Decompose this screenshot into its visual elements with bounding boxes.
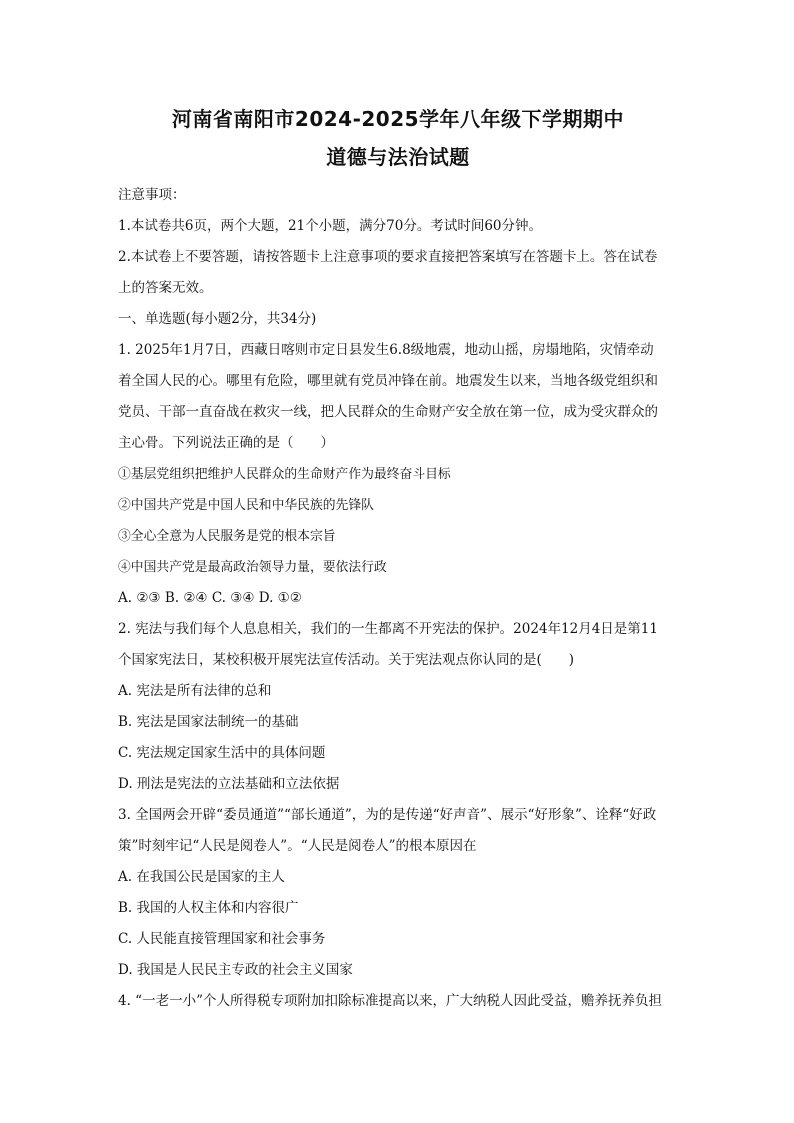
question-2-option-d: D. 刑法是宪法的立法基础和立法依据 <box>118 776 340 792</box>
statement-3: ③全心全意为人民服务是党的根本宗旨 <box>118 529 336 544</box>
section-heading: 一、单选题(每小题2分，共34分) <box>118 311 317 327</box>
question-4-line-1: 4. “一老一小”个人所得税专项附加扣除标准提高以来，广大纳税人因此受益，赡养抚养负担 <box>118 993 662 1009</box>
question-1-options: A. ②③ B. ②④ C. ③④ D. ①② <box>118 590 302 606</box>
question-3-option-a: A. 在我国公民是国家的主人 <box>118 869 285 885</box>
question-1 <box>118 335 678 614</box>
question-2 <box>118 614 678 800</box>
question-3-option-c: C. 人民能直接管理国家和社会事务 <box>118 931 326 947</box>
notes-heading: 注意事项： <box>118 187 186 203</box>
question-3-option-b: B. 我国的人权主体和内容很广 <box>118 900 299 916</box>
question-1-line-2: 着全国人民的心。哪里有危险，哪里就有党员冲锋在前。地震发生以来，当地各级党组织和 <box>118 373 658 389</box>
statement-4: ④中国共产党是最高政治领导力量，要依法行政 <box>118 560 387 575</box>
question-1-line-1: 1. 2025年1月7日，西藏日喀则市定日县发生6.8级地震，地动山摇，房塌地陷，灾情牵动 <box>118 342 654 358</box>
question-2-option-a: A. 宪法是所有法律的总和 <box>118 683 272 699</box>
question-2-line-1: 2. 宪法与我们每个人息息相关，我们的一生都离不开宪法的保护。2024年12月4日是第11 <box>118 621 658 637</box>
question-3 <box>118 800 678 986</box>
question-3-option-d: D. 我国是人民民主专政的社会主义国家 <box>118 962 353 978</box>
note-2-line-1: 2.本试卷上不要答题，请按答题卡上注意事项的要求直接把答案填写在答题卡上。答在试卷 <box>118 249 658 265</box>
exam-subtitle: 道德与法治试题 <box>326 145 470 169</box>
page-content <box>118 100 678 1017</box>
question-1-line-3: 党员、干部一直奋战在救灾一线，把人民群众的生命财产安全放在第一位，成为受灾群众的 <box>118 404 658 420</box>
note-2-line-2: 上的答案无效。 <box>118 280 213 296</box>
question-3-line-2: 策”时刻牢记“人民是阅卷人”。“人民是阅卷人”的根本原因在 <box>118 838 477 854</box>
question-2-option-b: B. 宪法是国家法制统一的基础 <box>118 714 299 730</box>
question-3-line-1: 3. 全国两会开辟“委员通道”“部长通道”，为的是传递“好声音”、展示“好形象”、诠释“好政 <box>118 807 657 823</box>
question-2-option-c: C. 宪法规定国家生活中的具体问题 <box>118 745 326 761</box>
exam-title: 河南省南阳市2024-2025学年八年级下学期期中 <box>171 107 625 131</box>
question-2-line-2: 个国家宪法日，某校积极开展宪法宣传活动。关于宪法观点你认同的是( ) <box>118 652 575 668</box>
statement-2: ②中国共产党是中国人民和中华民族的先锋队 <box>118 498 374 513</box>
note-1: 1.本试卷共6页，两个大题，21个小题，满分70分。考试时间60分钟。 <box>118 218 543 234</box>
statement-1: ①基层党组织把维护人民群众的生命财产作为最终奋斗目标 <box>118 467 451 482</box>
question-1-line-4: 主心骨。下列说法正确的是（ ） <box>118 435 334 451</box>
question-4 <box>118 986 678 1017</box>
